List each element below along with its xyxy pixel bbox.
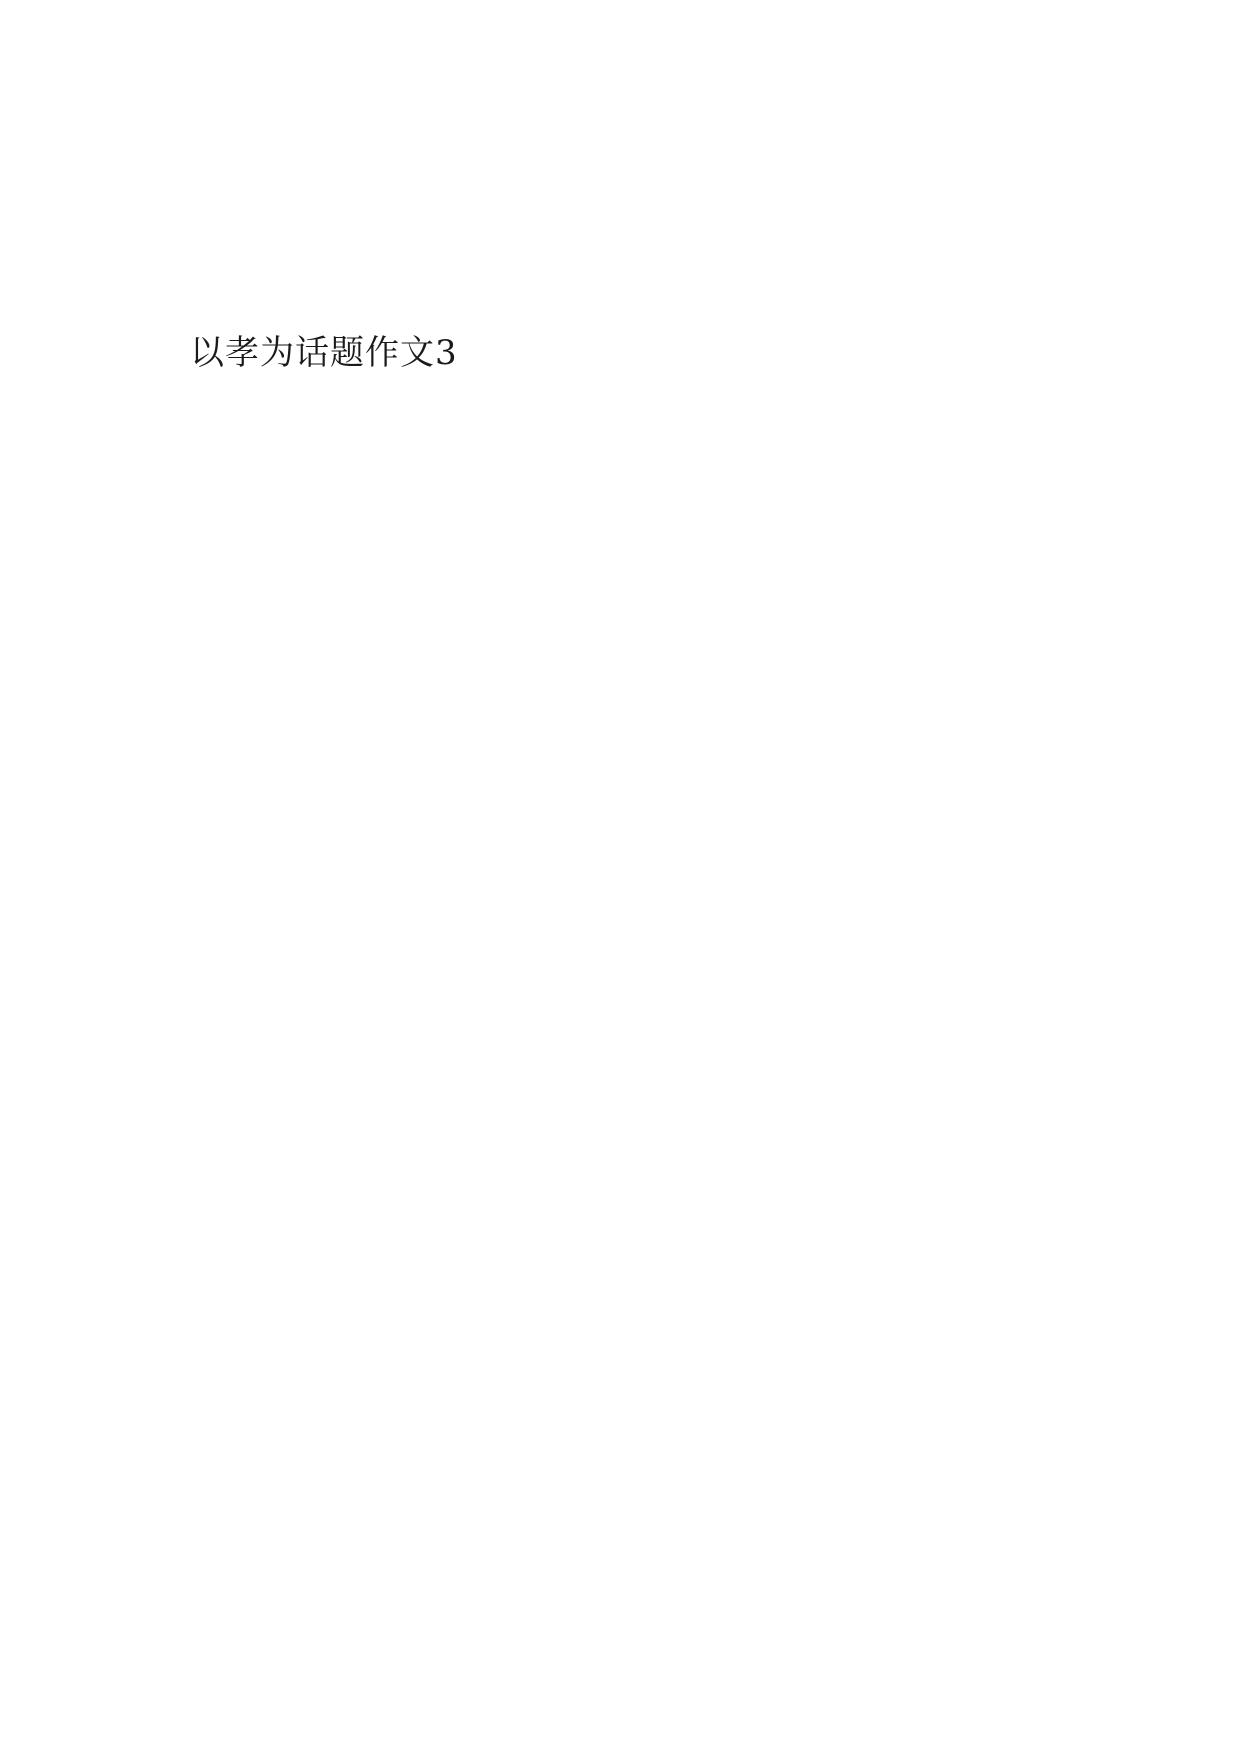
paragraph [190, 382, 1050, 440]
paragraph [190, 208, 1050, 266]
section-heading: 以孝为话题作文3 [190, 333, 458, 373]
document-body [190, 150, 1050, 440]
paragraph [190, 266, 1050, 324]
paragraph-continued [190, 150, 1050, 208]
